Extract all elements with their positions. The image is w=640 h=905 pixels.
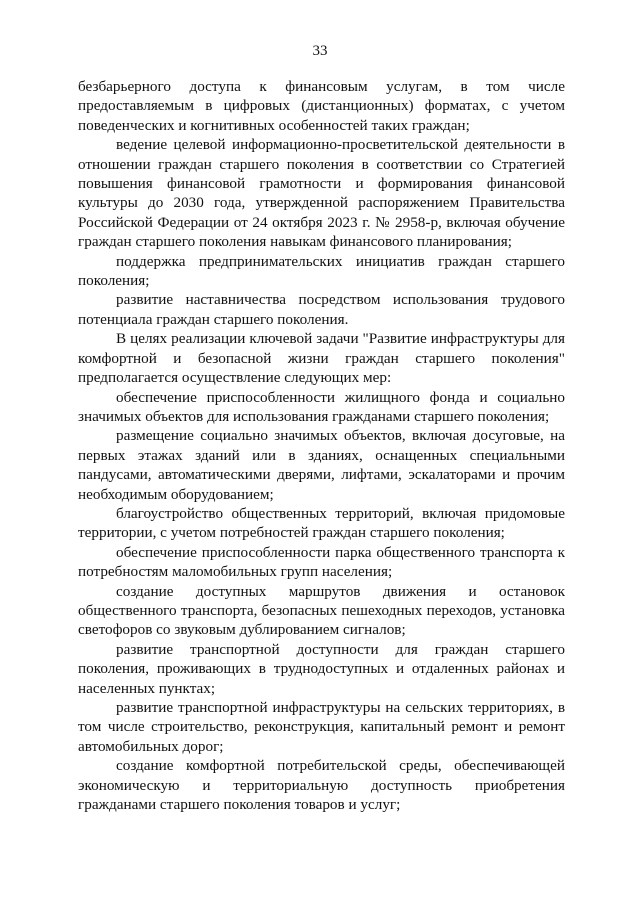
paragraph: создание комфортной потребительской среды, обеспечивающей экономическую и территориальную доступность приобретения гражданами старшего поколения товаров и услуг; [78,757,565,814]
paragraph: обеспечение приспособленности жилищного фонда и социально значимых объектов для использования гражданами старшего поколения; [78,388,565,425]
paragraph: благоустройство общественных территорий, включая придомовые территории, с учетом потребностей граждан старшего поколения; [78,504,565,542]
paragraph: поддержка предпринимательских инициатив граждан старшего поколения; [78,252,565,290]
paragraph: создание доступных маршрутов движения и остановок общественного транспорта, безопасных пешеходных переходов, установка светофоров со звуковым дублированием сигналов; [78,582,565,639]
paragraph: обеспечение приспособленности парка общественного транспорта к потребностям маломобильных групп населения; [78,543,565,581]
paragraph: развитие транспортной инфраструктуры на сельских территориях, в том числе строительство, реконструкция, капитальный ремонт и ремонт автомобильных дорог; [78,699,565,755]
paragraph: ведение целевой информационно-просветительской деятельности в отношении граждан старшего поколения в соответствии со Стратегией повышения финансовой грамотности и формирования финансовой культуры до 2030 года, утвержденной распоряжением Правительства Российской Федерации от 24 октября 2023 г. № 2958-р, включая обучение граждан старшего поколения навыкам финансового планирования; [78,136,565,251]
paragraph: развитие транспортной доступности для граждан старшего поколения, проживающих в труднодоступных и отдаленных районах и населенных пунктах; [78,640,565,697]
document-body [78,77,565,814]
paragraph-continuation: безбарьерного доступа к финансовым услугам, в том числе предоставляемым в цифровых (дистанционных) форматах, с учетом поведенческих и когнитивных особенностей таких граждан; [78,78,565,134]
paragraph: размещение социально значимых объектов, включая досуговые, на первых этажах зданий или в зданиях, оснащенных специальными пандусами, автоматическими дверями, лифтами, эскалаторами и прочим необходимым оборудованием; [78,427,565,503]
paragraph: развитие наставничества посредством использования трудового потенциала граждан старшего поколения. [78,291,565,328]
page-number: 33 [312,43,328,59]
paragraph: В целях реализации ключевой задачи "Развитие инфраструктуры для комфортной и безопасной жизни граждан старшего поколения" предполагается осуществление следующих мер: [78,330,565,387]
